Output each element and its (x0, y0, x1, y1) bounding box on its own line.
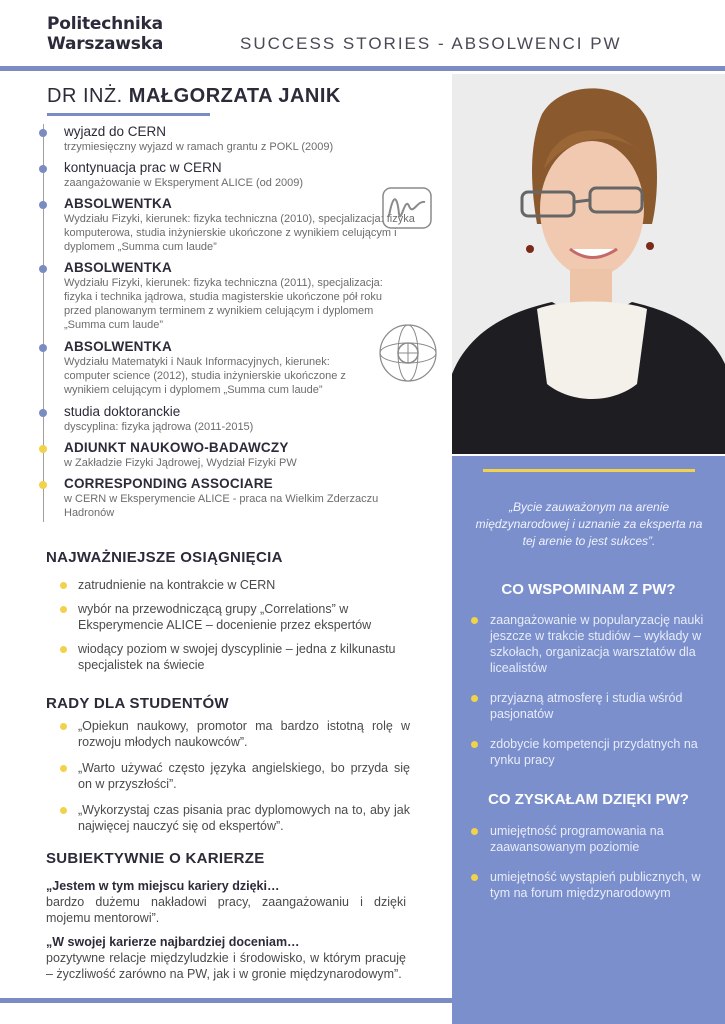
timeline-desc: dyscyplina: fizyka jądrowa (2011-2015) (64, 421, 254, 433)
person-fullname: MAŁGORZATA JANIK (128, 85, 341, 107)
timeline-dot (39, 201, 47, 209)
logo-line-1: Politechnika (47, 14, 163, 34)
footer-divider (0, 998, 452, 1003)
timeline-dot (39, 129, 47, 137)
timeline-title: ABSOLWENTKA (64, 260, 172, 275)
career-answer-1: bardzo dużemu nakładowi pracy, zaangażowaniu i dzięki mojemu mentorowi”. (46, 895, 406, 925)
list-item: „Warto używać często języka angielskiego, bo przyda się on w przyszłości”. (60, 760, 410, 792)
list-item: umiejętność wystąpień publicznych, w tym na forum międzynarodowym (470, 869, 710, 901)
timeline-dot (39, 265, 47, 273)
list-item: przyjazną atmosferę i studia wśród pasjonatów (470, 690, 710, 722)
timeline-desc: w Zakładzie Fizyki Jądrowej, Wydział Fizyki PW (64, 457, 297, 469)
timeline-desc: zaangażowanie w Eksperyment ALICE (od 2009) (64, 177, 304, 189)
advice-heading: RADY DLA STUDENTÓW (46, 695, 229, 712)
timeline-entry (39, 124, 439, 154)
sidebar-quote: „Bycie zauważonym na arenie międzynarodowej i uznanie za eksperta na tej arenie to jest sukces”. (475, 500, 703, 548)
timeline-entry (39, 160, 439, 190)
list-item: „Opiekun naukowy, promotor ma bardzo istotną rolę w rozwoju młodych naukowców”. (60, 718, 410, 750)
advice-list (60, 718, 410, 834)
timeline-dot (39, 445, 47, 453)
career-question-2: „W swojej karierze najbardziej doceniam… (46, 935, 300, 949)
career-question-1: „Jestem w tym miejscu kariery dzięki… (46, 879, 280, 893)
logo-line-2: Warszawska (47, 34, 164, 54)
name-underline (47, 113, 210, 116)
career-quote-2 (46, 934, 406, 982)
remember-list (470, 612, 710, 768)
career-answer-2: pozytywne relacje międzyludzkie i środowisko, w którym pracuję – życzliwość zarówno na PW, jak i w gronie międzynarodowym”. (46, 951, 406, 981)
career-quote-1 (46, 878, 406, 926)
timeline-title: ADIUNKT NAUKOWO-BADAWCZY (64, 440, 289, 455)
list-item: zaangażowanie w popularyzację nauki jeszcze w trakcie studiów – wykłady w szkołach, organizacja warsztatów dla licealistów (470, 612, 710, 676)
timeline-title: studia doktoranckie (64, 404, 181, 419)
list-item: wybór na przewodniczącą grupy „Correlations” w Eksperymencie ALICE – docenienie przez ekspertów (60, 601, 410, 633)
timeline-entry (39, 476, 409, 520)
list-item: wiodący poziom w swojej dyscyplinie – jedna z kilkunastu specjalistek na świecie (60, 641, 410, 673)
list-item: zdobycie kompetencji przydatnych na rynku pracy (470, 736, 710, 768)
timeline-entry (39, 339, 424, 397)
gained-list (470, 823, 710, 901)
list-item: umiejętność programowania na zaawansowanym poziomie (470, 823, 710, 855)
timeline-entry (39, 196, 424, 254)
list-item: zatrudnienie na kontrakcie w CERN (60, 577, 410, 593)
page-header-title: SUCCESS STORIES - ABSOLWENCI PW (240, 34, 622, 53)
remember-heading: CO WSPOMINAM Z PW? (501, 581, 676, 598)
timeline-desc: w CERN w Eksperymencie ALICE - praca na Wielkim Zderzaczu Hadronów (64, 493, 379, 519)
career-heading: SUBIEKTYWNIE O KARIERZE (46, 850, 265, 867)
timeline-title: kontynuacja prac w CERN (64, 160, 222, 175)
achievements-list (60, 577, 410, 673)
panel-accent-line (483, 469, 695, 472)
timeline-desc: Wydziału Fizyki, kierunek: fizyka techniczna (2011), specjalizacja: fizyka i technika jądrowa, studia magisterskie ukończone pół roku przed planowanym terminem z wynikiem celującym i dyplomem „Summa cum laude” (64, 277, 383, 331)
timeline-dot (39, 481, 47, 489)
portrait-illustration (452, 74, 725, 454)
timeline-entry (39, 440, 439, 470)
timeline-desc: Wydziału Matematyki i Nauk Informacyjnych, kierunek: computer science (2012), studia inżynierskie ukończone z wynikiem celującym i dyplomem „Summa cum laude” (64, 356, 346, 396)
achievements-heading: NAJWAŻNIEJSZE OSIĄGNIĘCIA (46, 549, 283, 566)
header-divider (0, 66, 725, 71)
faculty-mathematics-icon (375, 322, 441, 384)
timeline-entry (39, 260, 399, 332)
timeline-dot (39, 409, 47, 417)
timeline-title: CORRESPONDING ASSOCIARE (64, 476, 273, 491)
timeline-dot (39, 165, 47, 173)
list-item: „Wykorzystaj czas pisania prac dyplomowych na to, aby jak najwięcej nauczyć się od ekspertów”. (60, 802, 410, 834)
portrait-photo (452, 74, 725, 454)
timeline-dot (39, 344, 47, 352)
gained-heading: CO ZYSKAŁAM DZIĘKI PW? (488, 791, 689, 808)
person-name (47, 85, 341, 108)
timeline-desc: trzymiesięczny wyjazd w ramach grantu z POKL (2009) (64, 141, 334, 153)
university-logo (47, 14, 163, 54)
timeline-title: ABSOLWENTKA (64, 339, 172, 354)
timeline-entry (39, 404, 439, 434)
timeline-desc: Wydziału Fizyki, kierunek: fizyka techniczna (2010), specjalizacja: fizyka komputerowa, studia inżynierskie ukończone z wynikiem celującym i dyplomem „Summa cum laude” (64, 213, 415, 253)
timeline-title: ABSOLWENTKA (64, 196, 172, 211)
timeline-title: wyjazd do CERN (64, 124, 167, 139)
person-degree: DR INŻ. (47, 85, 123, 107)
faculty-physics-icon (381, 186, 433, 230)
